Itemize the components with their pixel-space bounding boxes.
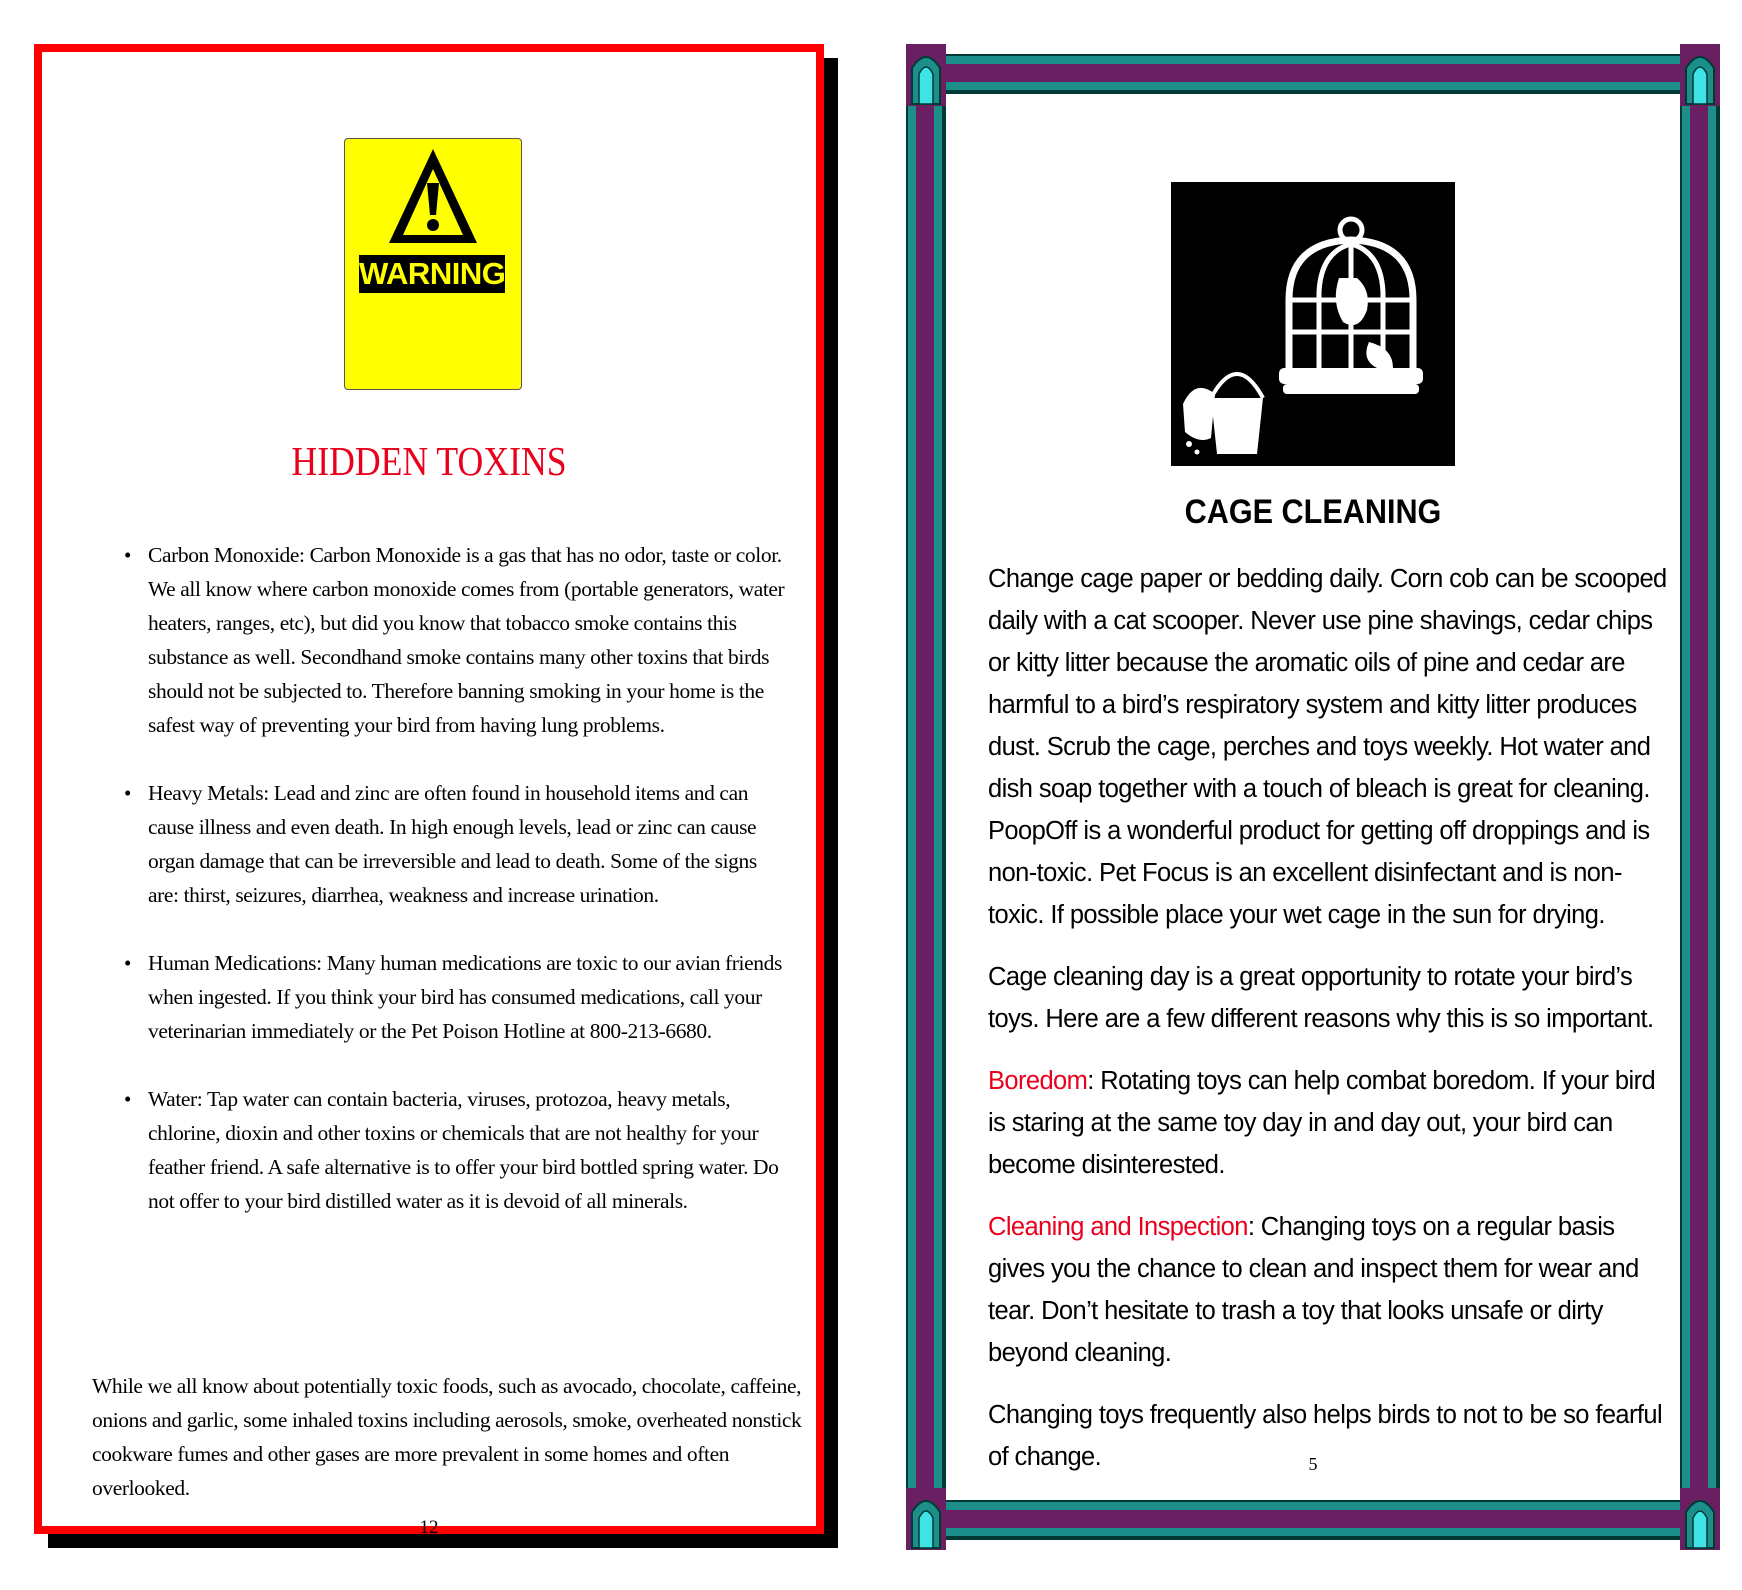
closing-paragraph: While we all know about potentially toxic foods, such as avocado, chocolate, caffeine, onions and garlic, some inhaled toxins including aerosols, smoke, overheated nonstick cookware fumes and other gases are more prevalent in some homes and often overlooked. — [92, 1374, 802, 1500]
toxin-list — [92, 538, 792, 1252]
boredom-paragraph — [988, 1060, 1668, 1186]
page-number: 5 — [1308, 1454, 1318, 1474]
border-right — [1680, 84, 1720, 1510]
page-title: HIDDEN TOXINS — [291, 438, 567, 484]
warning-label: WARNING — [359, 256, 506, 291]
warning-sign — [344, 138, 522, 390]
paragraph: Change cage paper or bedding daily. Corn cob can be scooped daily with a cat scooper. Never use pine shavings, cedar chips or kitty litter because the aromatic oils of pine and cedar are harmful to a bird’s respiratory system and kitty litter produces dust. Scrub the cage, perches and toys weekly. Hot water and dish soap together with a touch of bleach is great for cleaning. PoopOff is a wonderful product for getting off droppings and is non-toxic. Pet Focus is an excellent disinfectant and is non-toxic. If possible place your wet cage in the sun for drying. — [988, 565, 1667, 929]
corner-ornament-icon — [906, 1488, 946, 1550]
bird-cage-icon — [1171, 182, 1455, 466]
list-item: • Water: Tap water can contain bacteria, viruses, protozoa, heavy metals, chlorine, dioxin and other toxins or chemicals that are not healthy for your feather friend. A safe alternative is to offer your bird bottled spring water. Do not offer to your bird distilled water as it is devoid of all minerals. — [92, 1082, 792, 1218]
page-number: 12 — [419, 1517, 439, 1538]
list-item: • Human Medications: Many human medications are toxic to our avian friends when ingested. If you think your bird has consumed medications, call your veterinarian immediately or the Pet Poison Hotline at 800-213-6680. — [92, 946, 792, 1048]
border-top — [926, 54, 1700, 94]
page-title: CAGE CLEANING — [1184, 493, 1442, 531]
boredom-label: Boredom — [988, 1067, 1088, 1095]
border-left — [906, 84, 946, 1510]
border-bottom — [926, 1500, 1700, 1540]
cleaning-text: : Changing toys on a regular basis gives you the chance to clean and inspect them for wear and tear. Don’t hesitate to trash a toy that looks unsafe or dirty beyond cleaning. — [988, 1213, 1639, 1367]
left-page — [34, 44, 824, 1538]
list-item: • Heavy Metals: Lead and zinc are often found in household items and can cause illness and even death. In high enough levels, lead or zinc can cause organ damage that can be irreversible and lead to death. Some of the signs are: thirst, seizures, diarrhea, weakness and increase urination. — [92, 776, 792, 912]
bird-cage-illustration — [1171, 182, 1455, 466]
warning-triangle-icon — [385, 145, 481, 249]
cage-cleaning-body — [988, 558, 1668, 1498]
corner-ornament-icon — [906, 44, 946, 106]
right-page-content — [946, 106, 1680, 1488]
cleaning-label: Cleaning and Inspection — [988, 1213, 1248, 1241]
list-item: • Carbon Monoxide: Carbon Monoxide is a gas that has no odor, taste or color. We all know where carbon monoxide comes from (portable generators, water heaters, ranges, etc), but did you know that tobacco smoke contains this substance as well. Secondhand smoke contains many other toxins that birds should not be subjected to. Therefore banning smoking in your home is the safest way of preventing your bird from having lung problems. — [92, 538, 792, 742]
boredom-text: : Rotating toys can help combat boredom. If your bird is staring at the same toy day in and day out, your bird can become disinterested. — [988, 1067, 1656, 1179]
cleaning-paragraph — [988, 1206, 1668, 1374]
corner-ornament-icon — [1680, 1488, 1720, 1550]
corner-ornament-icon — [1680, 44, 1720, 106]
paragraph: Changing toys frequently also helps birds to not to be so fearful of change. — [988, 1401, 1663, 1471]
right-page — [906, 44, 1720, 1550]
paragraph: Cage cleaning day is a great opportunity to rotate your bird’s toys. Here are a few different reasons why this is so important. — [988, 963, 1654, 1033]
